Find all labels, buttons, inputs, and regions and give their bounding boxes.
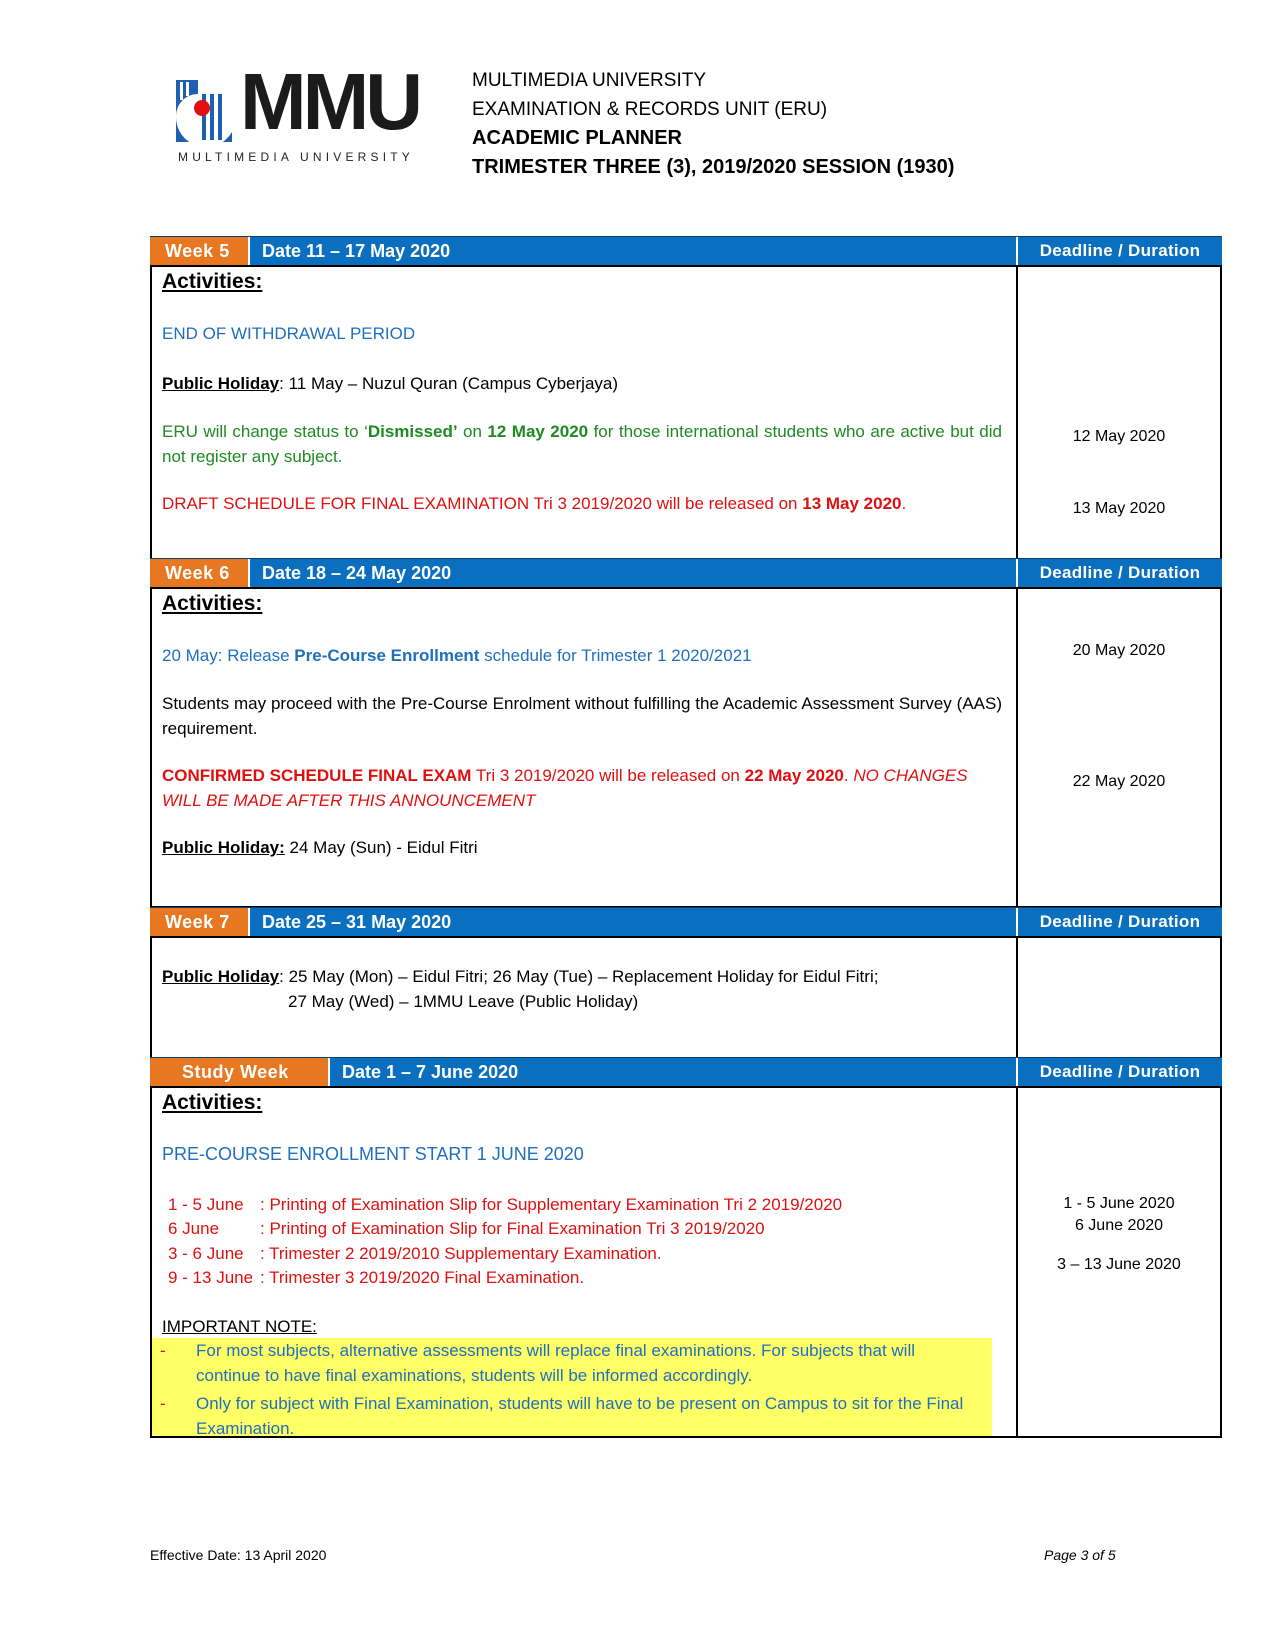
week6-header-bar	[150, 558, 1222, 589]
effective-date: Effective Date: 13 April 2020	[150, 1547, 327, 1563]
important-note-2: - Only for subject with Final Examination, students will have to be present on Campus to sit for the Final Examination.	[160, 1394, 964, 1438]
important-note-label: IMPORTANT NOTE:	[162, 1317, 317, 1336]
week5-label: Week 5	[150, 237, 248, 265]
column-divider	[1016, 589, 1018, 906]
week6-students-note: Students may proceed with the Pre-Course Enrolment without fulfilling the Academic Assessment Survey (AAS) requirement.	[162, 694, 1002, 738]
week5-date: Date 11 – 17 May 2020	[248, 237, 450, 265]
logo-subtitle: MULTIMEDIA UNIVERSITY	[178, 150, 414, 164]
week5-header-bar	[150, 236, 1222, 267]
week6-body	[150, 589, 1222, 908]
week5-deadline-2: 13 May 2020	[1072, 500, 1166, 517]
important-note-highlight	[152, 1338, 992, 1436]
exam-item: 1 - 5 June : Printing of Examination Slip for Supplementary Examination Tri 2 2019/2020	[168, 1195, 843, 1214]
week6-label: Week 6	[150, 559, 248, 587]
study-deadline-1: 1 - 5 June 2020	[1063, 1195, 1175, 1212]
week6-date: Date 18 – 24 May 2020	[248, 559, 451, 587]
document-title: ACADEMIC PLANNER	[472, 127, 682, 149]
week7-public-holiday: Public Holiday: 25 May (Mon) – Eidul Fitri; 26 May (Tue) – Replacement Holiday for Eidul Fitri;	[162, 967, 879, 986]
exam-item: 6 June : Printing of Examination Slip for Final Examination Tri 3 2019/2020	[168, 1219, 765, 1238]
week6-release-schedule: 20 May: Release Pre-Course Enrollment schedule for Trimester 1 2020/2021	[162, 646, 752, 665]
study-week-label: Study Week	[150, 1058, 328, 1086]
study-deadline-2: 6 June 2020	[1074, 1217, 1164, 1234]
study-week-deadline-header: Deadline / Duration	[1016, 1058, 1222, 1086]
session-title: TRIMESTER THREE (3), 2019/2020 SESSION (1930)	[472, 156, 955, 178]
week7-header-bar	[150, 907, 1222, 938]
pre-course-enrollment-start: PRE-COURSE ENROLLMENT START 1 JUNE 2020	[162, 1144, 584, 1164]
study-week-header-bar	[150, 1057, 1222, 1088]
week6-public-holiday: Public Holiday: 24 May (Sun) - Eidul Fitri	[162, 838, 478, 857]
unit-name: EXAMINATION & RECORDS UNIT (ERU)	[472, 99, 828, 120]
mmu-logo	[172, 57, 442, 166]
week5-withdrawal: END OF WITHDRAWAL PERIOD	[162, 324, 416, 343]
page-number: Page 3 of 5	[1044, 1547, 1116, 1563]
study-week-body	[150, 1088, 1222, 1438]
logo-text: MMU	[240, 57, 420, 146]
week5-section	[150, 236, 1222, 561]
important-note-1: - For most subjects, alternative assessments will replace final examinations. For subjects that will continue to have final examinations, students will be informed accordingly.	[160, 1341, 916, 1385]
week5-eru-status: ERU will change status to ‘Dismissed’ on 12 May 2020 for those international students who are active but did not register any subject.	[162, 422, 1002, 466]
study-deadline-3: 3 – 13 June 2020	[1057, 1256, 1181, 1273]
week6-deadline-2: 22 May 2020	[1072, 773, 1166, 790]
week6-confirmed-schedule: CONFIRMED SCHEDULE FINAL EXAM Tri 3 2019/2020 will be released on 22 May 2020. NO CHANGES WILL BE MADE AFTER THIS ANNOUNCEMENT	[162, 766, 968, 810]
week5-deadline-header: Deadline / Duration	[1016, 237, 1222, 265]
week5-draft-schedule: DRAFT SCHEDULE FOR FINAL EXAMINATION Tri 3 2019/2020 will be released on 13 May 2020.	[162, 494, 907, 513]
exam-item: 3 - 6 June : Trimester 2 2019/2010 Supplementary Examination.	[168, 1244, 662, 1263]
week7-public-holiday-line2: 27 May (Wed) – 1MMU Leave (Public Holiday)	[288, 992, 639, 1011]
week7-deadline-header: Deadline / Duration	[1016, 908, 1222, 936]
week5-public-holiday: Public Holiday: 11 May – Nuzul Quran (Campus Cyberjaya)	[162, 374, 619, 393]
week7-section	[150, 907, 1222, 1059]
week6-activities-label: Activities:	[162, 592, 263, 615]
study-week-section	[150, 1057, 1222, 1438]
week7-body	[150, 938, 1222, 1059]
university-name: MULTIMEDIA UNIVERSITY	[472, 70, 707, 91]
exam-item: 9 - 13 June : Trimester 3 2019/2020 Final Examination.	[168, 1268, 585, 1287]
week5-activities-label: Activities:	[162, 270, 263, 293]
week6-deadline-1: 20 May 2020	[1072, 642, 1166, 659]
document-header	[472, 66, 954, 182]
study-week-date: Date 1 – 7 June 2020	[328, 1058, 518, 1086]
week5-body	[150, 267, 1222, 561]
week5-deadline-1: 12 May 2020	[1072, 428, 1166, 445]
mmu-logo-mark-icon	[172, 76, 242, 142]
week7-date: Date 25 – 31 May 2020	[248, 908, 451, 936]
week6-deadline-header: Deadline / Duration	[1016, 559, 1222, 587]
study-activities-label: Activities:	[162, 1091, 263, 1114]
week6-section	[150, 558, 1222, 908]
week7-label: Week 7	[150, 908, 248, 936]
